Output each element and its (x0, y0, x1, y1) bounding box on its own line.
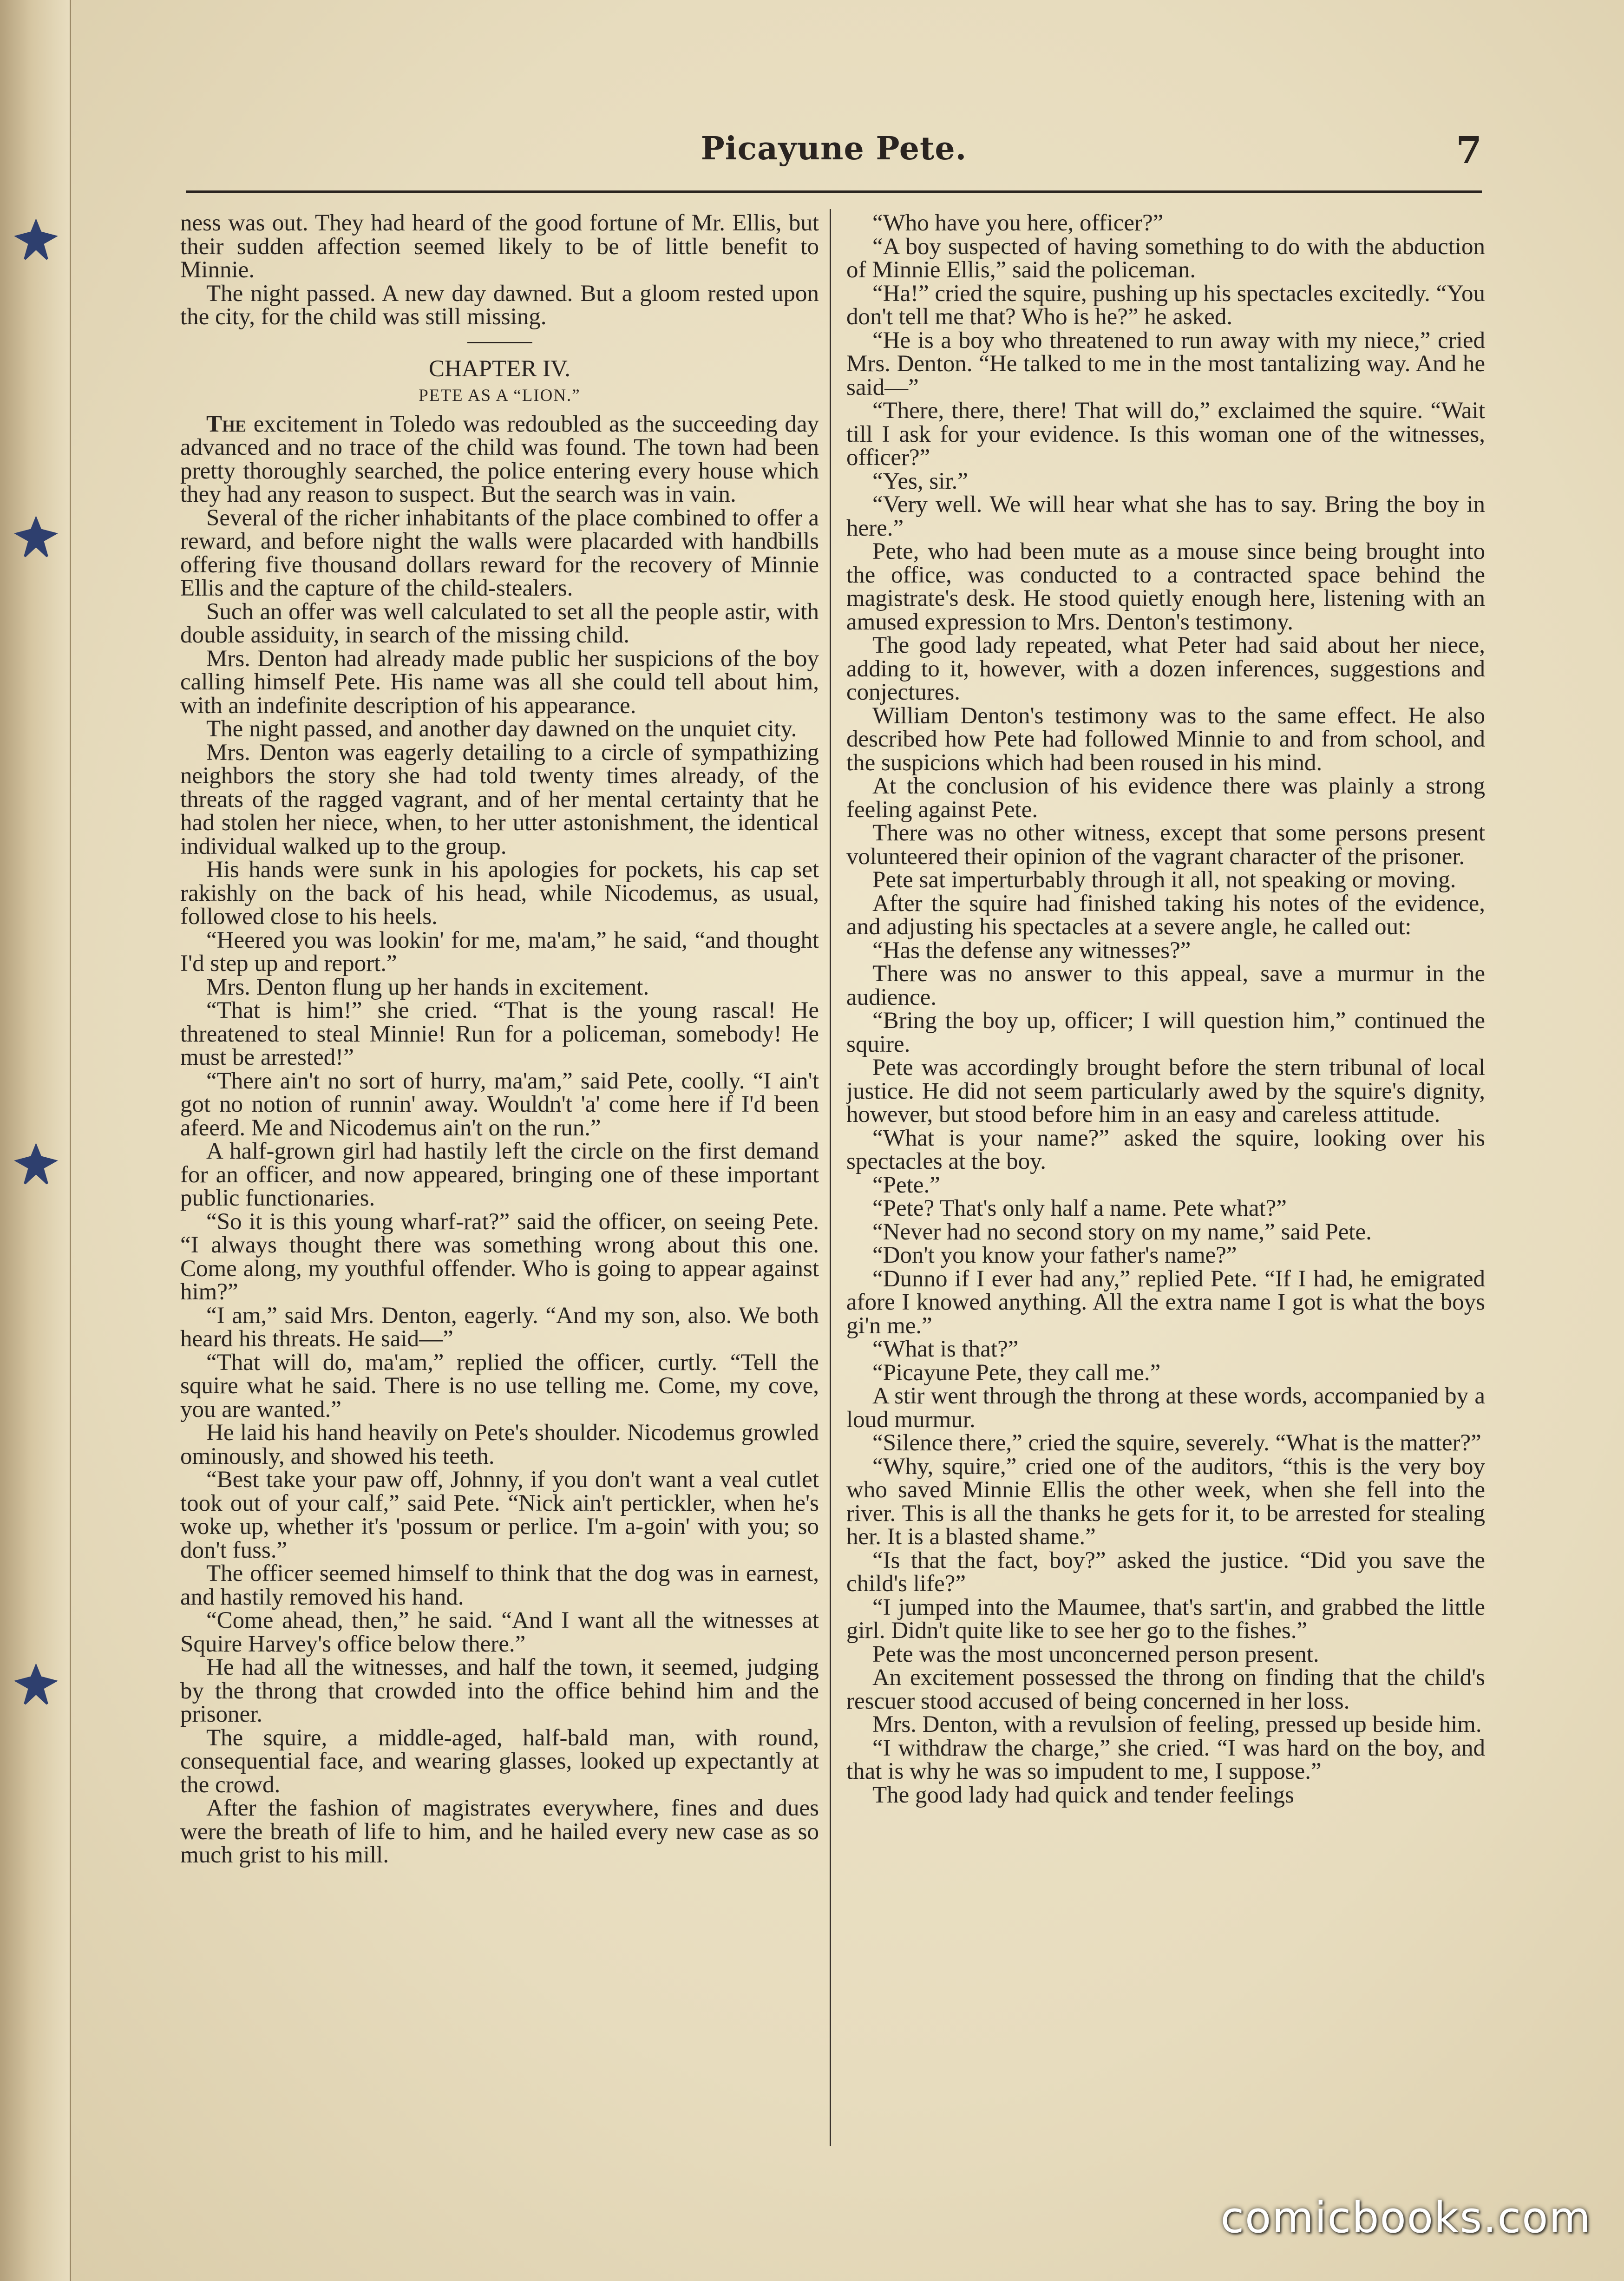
paragraph: “Has the defense any witnesses?” (872, 937, 1191, 964)
paragraph: “He is a boy who threatened to run away with my niece,” cried Mrs. Denton. “He talked to me in the most tantalizing way. And he said—” (846, 327, 1485, 400)
paragraph: “Yes, sir.” (872, 468, 968, 494)
paragraph: “Very well. We will hear what she has to say. Bring the boy in here.” (846, 492, 1485, 541)
paragraph: The good lady repeated, what Peter had said about her niece, adding to it, however, with a dozen inferences, suggestions and conjectures. (846, 632, 1485, 705)
binding-stitch-icon (14, 1663, 58, 1707)
paragraph: “Silence there,” cried the squire, severely. “What is the matter?” (872, 1430, 1481, 1456)
paragraph: The night passed, and another day dawned on the unquiet city. (206, 716, 797, 742)
paragraph: Mrs. Denton had already made public her suspicions of the boy calling himself Pete. His name was all she could tell about him, with an indefinite description of his appearance. (180, 645, 819, 719)
paragraph: The good lady had quick and tender feelings (872, 1782, 1294, 1808)
paragraph: “So it is this young wharf-rat?” said the officer, on seeing Pete. “I always thought there was something wrong about this one. Come along, my youthful offender. Who is going to appear against him?” (180, 1208, 819, 1305)
paragraph: “Who have you here, officer?” (872, 211, 1164, 236)
binding-edge (0, 0, 71, 2281)
paragraph: “A boy suspected of having something to do with the abduction of Minnie Ellis,” said the policeman. (846, 233, 1485, 283)
paragraph: “That is him!” she cried. “That is the young rascal! He threatened to steal Minnie! Run for a policeman, somebody! He must be arrested!” (180, 997, 819, 1070)
paragraph: “Come ahead, then,” he said. “And I want all the witnesses at Squire Harvey's office below there.” (180, 1607, 819, 1657)
binding-stitch-icon (14, 218, 58, 262)
right-column (846, 211, 1485, 2153)
paragraph: William Denton's testimony was to the same effect. He also described how Pete had followed Minnie to and from school, and the suspicions which had been roused in his mind. (846, 702, 1485, 776)
paragraph: Pete was the most unconcerned person present. (872, 1641, 1319, 1667)
column-divider (830, 209, 831, 2146)
watermark: comicbooks.com (1220, 2193, 1591, 2242)
paragraph: After the squire had finished taking his notes of the evidence, and adjusting his spectacles at a severe angle, he called out: (846, 890, 1485, 940)
paragraph: “That will do, ma'am,” replied the officer, curtly. “Tell the squire what he said. There is no use telling me. Come, my cove, you are wanted.” (180, 1349, 819, 1422)
paragraph: An excitement possessed the throng on finding that the child's rescuer stood accused of being concerned in her loss. (846, 1665, 1485, 1714)
paragraph: His hands were sunk in his apologies for pockets, his cap set rakishly on the back of his head, while Nicodemus, as usual, followed close to his heels. (180, 857, 819, 930)
paragraph: Pete was accordingly brought before the stern tribunal of local justice. He did not seem particularly awed by the squire's dignity, however, but stood before him in an easy and careless attitude. (846, 1055, 1485, 1127)
paragraph: “Dunno if I ever had any,” replied Pete. “If I had, he emigrated afore I knowed anything. All the extra name I got is what the boys gi'n me.” (846, 1265, 1485, 1339)
paragraph: A stir went through the throng at these words, accompanied by a loud murmur. (846, 1383, 1485, 1433)
paragraph: “What is that?” (872, 1336, 1019, 1362)
chapter-subtitle: PETE AS A “LION.” (419, 386, 581, 405)
paragraph: “Why, squire,” cried one of the auditors, “this is the very boy who saved Minnie Ellis the other week, when she fell into the river. This is all the thanks he gets for it, to be arrested for stealing her. It is a blasted shame.” (846, 1453, 1485, 1550)
binding-stitch-icon (14, 1143, 58, 1187)
paragraph: “Pete.” (872, 1172, 940, 1198)
left-column (180, 211, 819, 2153)
paragraph: Pete sat imperturbably through it all, not speaking or moving. (872, 867, 1456, 893)
paragraph: “What is your name?” asked the squire, looking over his spectacles at the boy. (846, 1125, 1485, 1174)
paragraph: “Picayune Pete, they call me.” (872, 1359, 1161, 1386)
paragraph: The night passed. A new day dawned. But a gloom rested upon the city, for the child was still missing. (180, 280, 819, 330)
paragraph: Such an offer was well calculated to set all the people astir, with double assiduity, in search of the missing child. (180, 598, 819, 648)
lead-word: The (206, 411, 247, 437)
paragraph: “Never had no second story on my name,” said Pete. (872, 1219, 1372, 1245)
paragraph: “Is that the fact, boy?” asked the justice. “Did you save the child's life?” (846, 1547, 1485, 1597)
paragraph: “Don't you know your father's name?” (872, 1242, 1237, 1268)
paragraph: “I withdraw the charge,” she cried. “I was hard on the boy, and that is why he was so impudent to me, I suppose.” (846, 1735, 1485, 1784)
paragraph: ness was out. They had heard of the good fortune of Mr. Ellis, but their sudden affection seemed likely to be of little benefit to Minnie. (180, 211, 819, 283)
paragraph (180, 413, 819, 506)
paragraph: Several of the richer inhabitants of the place combined to offer a reward, and before night the walls were placarded with handbills offering five thousand dollars reward for the recovery of Minnie Ellis and the capture of the child-stealers. (180, 505, 819, 601)
paragraph: He had all the witnesses, and half the town, it seemed, judging by the throng that crowded into the office behind him and the prisoner. (180, 1654, 819, 1727)
paragraph: “There ain't no sort of hurry, ma'am,” said Pete, coolly. “I ain't got no notion of runnin' away. Wouldn't 'a' come here if I'd been afeerd. Me and Nicodemus ain't on the run.” (180, 1068, 819, 1141)
paragraph: The officer seemed himself to think that the dog was in earnest, and hastily removed his hand. (180, 1560, 819, 1610)
paragraph: A half-grown girl had hastily left the circle on the first demand for an officer, and now appeared, bringing one of these important public functionaries. (180, 1138, 819, 1211)
section-rule (467, 342, 532, 343)
chapter-title: CHAPTER IV. (428, 355, 571, 382)
paragraph-text: excitement in Toledo was redoubled as the succeeding day advanced and no trace of the child was found. The town had been pretty thoroughly searched, the police entering every house which they had any reason to suspect. But the search was in vain. (180, 411, 819, 507)
paragraph: “Bring the boy up, officer; I will question him,” continued the squire. (846, 1008, 1485, 1057)
running-head: Picayune Pete. (701, 130, 967, 167)
paragraph: “Pete? That's only half a name. Pete what?” (872, 1195, 1287, 1221)
paragraph: There was no answer to this appeal, save a murmur in the audience. (846, 961, 1485, 1010)
binding-stitch-icon (14, 516, 58, 560)
page-number: 7 (1456, 128, 1482, 172)
paragraph: “I am,” said Mrs. Denton, eagerly. “And my son, also. We both heard his threats. He said—” (180, 1302, 819, 1352)
paragraph: There was no other witness, except that some persons present volunteered their opinion of the vagrant character of the prisoner. (846, 820, 1485, 870)
paragraph: At the conclusion of his evidence there was plainly a strong feeling against Pete. (846, 773, 1485, 823)
paragraph: “Ha!” cried the squire, pushing up his spectacles excitedly. “You don't tell me that? Who is he?” he asked. (846, 280, 1485, 330)
paragraph: The squire, a middle-aged, half-bald man, with round, consequential face, and wearing glasses, looked up expectantly at the crowd. (180, 1724, 819, 1798)
paragraph: “Best take your paw off, Johnny, if you don't want a veal cutlet took out of your calf,” said Pete. “Nick ain't pertickler, when he's woke up, whether it's 'possum or perlice. I'm a-goin' with you; so don't fuss.” (180, 1467, 819, 1563)
paragraph: Mrs. Denton flung up her hands in excitement. (206, 974, 649, 1000)
paragraph: He laid his hand heavily on Pete's shoulder. Nicodemus growled ominously, and showed his teeth. (180, 1420, 819, 1469)
paragraph: Mrs. Denton was eagerly detailing to a circle of sympathizing neighbors the story she had told twenty times already, of the threats of the ragged vagrant, and of her mental certainty that he had stolen her niece, when, to her utter astonishment, the identical individual walked up to the group. (180, 739, 819, 859)
paragraph: After the fashion of magistrates everywhere, fines and dues were the breath of life to him, and he hailed every new case as so much grist to his mill. (180, 1795, 819, 1868)
paragraph: Mrs. Denton, with a revulsion of feeling, pressed up beside him. (872, 1711, 1482, 1737)
page-header (186, 130, 1482, 172)
paragraph: “I jumped into the Maumee, that's sart'in, and grabbed the little girl. Didn't quite like to see her go to the fishes.” (846, 1594, 1485, 1644)
header-rule (186, 190, 1482, 193)
paragraph: “Heered you was lookin' for me, ma'am,” he said, “and thought I'd step up and report.” (180, 927, 819, 977)
paragraph: “There, there, there! That will do,” exclaimed the squire. “Wait till I ask for your evidence. Is this woman one of the witnesses, officer?” (846, 398, 1485, 471)
paragraph: Pete, who had been mute as a mouse since being brought into the office, was conducted to a contracted space behind the magistrate's desk. He stood quietly enough here, listening with an amused expression to Mrs. Denton's testimony. (846, 538, 1485, 635)
